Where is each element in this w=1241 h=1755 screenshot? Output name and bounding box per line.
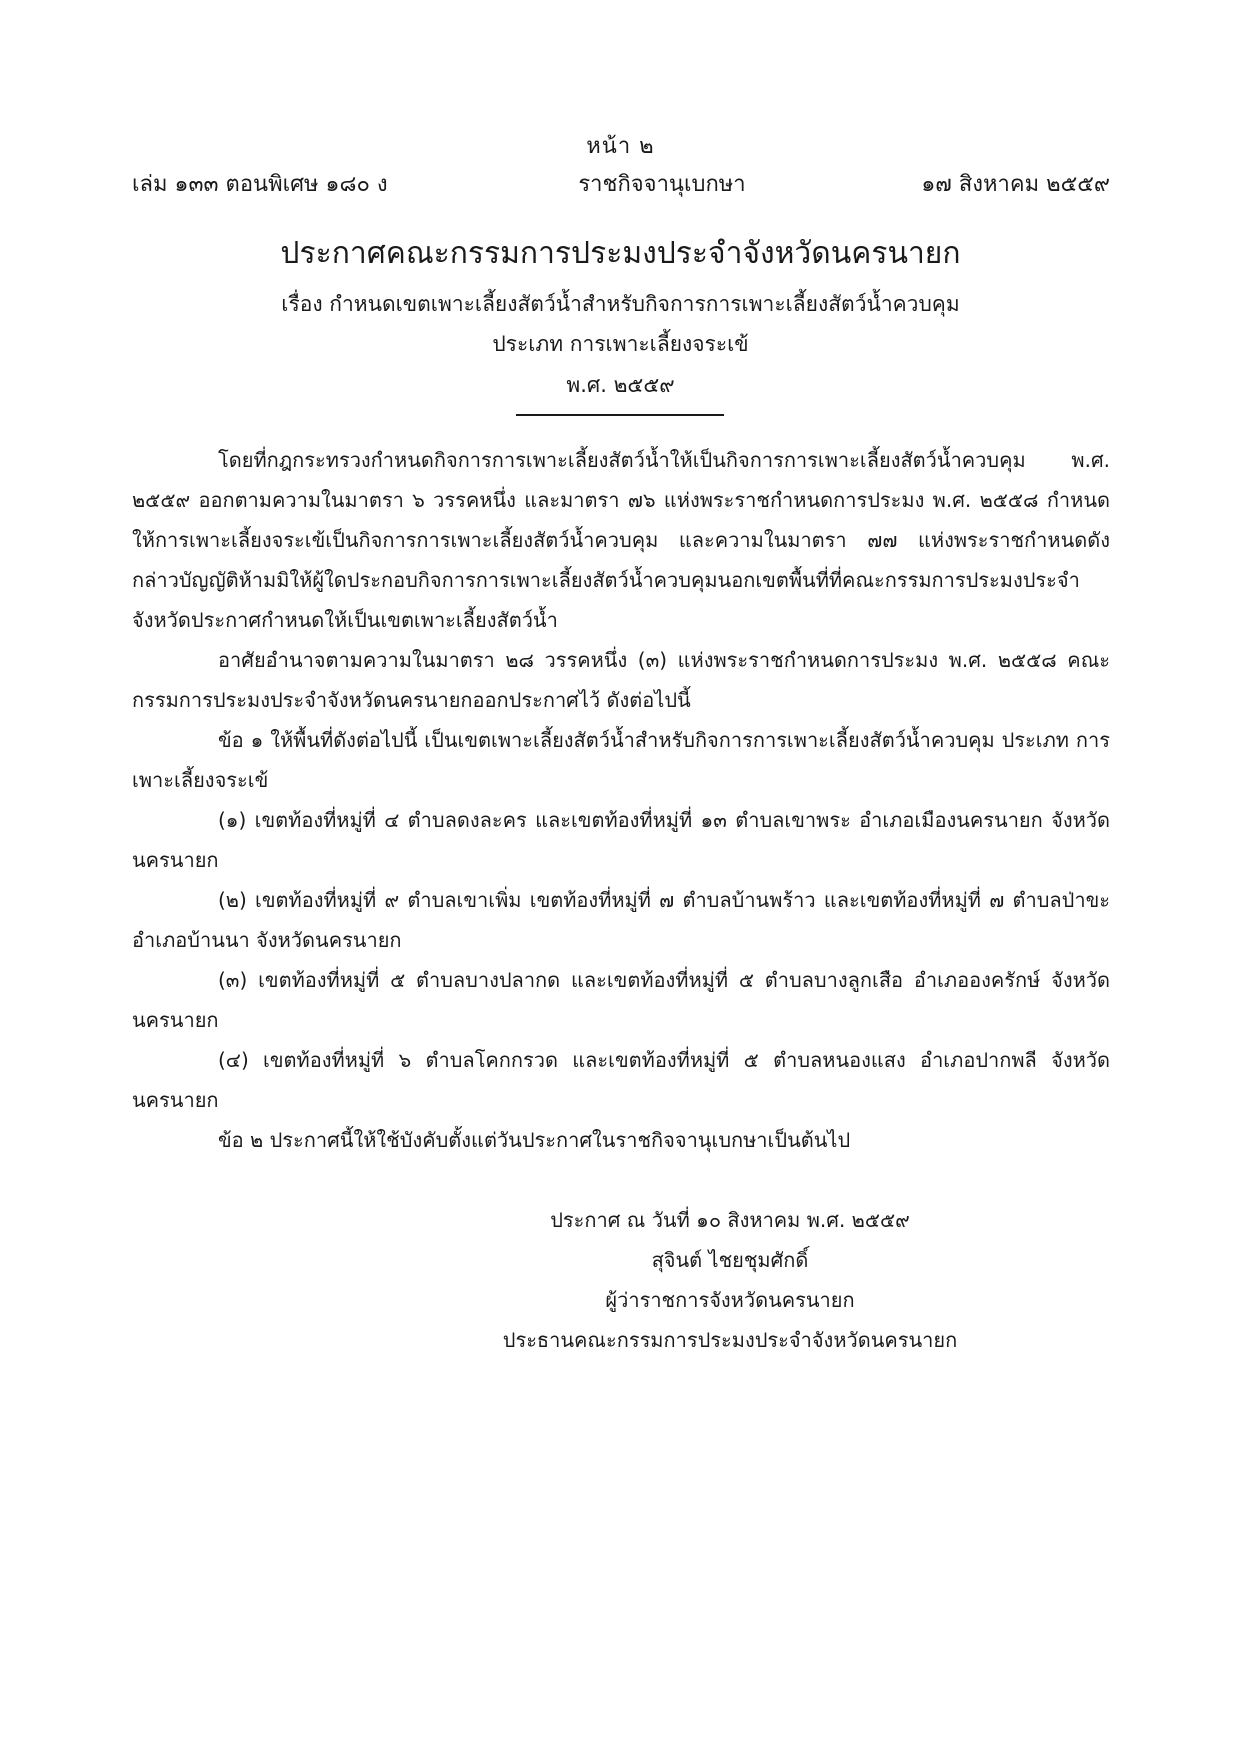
zone-item-3: (๓) เขตท้องที่หมู่ที่ ๕ ตำบลบางปลากด และเขตท้องที่หมู่ที่ ๕ ตำบลบางลูกเสือ อำเภอองครักษ์ จังหวัดนครนายก	[132, 968, 1110, 1032]
volume-info: เล่ม ๑๓๓ ตอนพิเศษ ๑๘๐ ง	[132, 172, 388, 197]
page-number: หน้า ๒	[586, 134, 655, 159]
publication-name: ราชกิจจานุเบกษา	[578, 172, 746, 197]
signatory-name: สุจินต์ ไชยชุมศักดิ์	[651, 1248, 809, 1272]
announcement-subject: เรื่อง กำหนดเขตเพาะเลี้ยงสัตว์น้ำสำหรับกิจการการเพาะเลี้ยงสัตว์น้ำควบคุม	[281, 292, 960, 316]
signatory-role: ประธานคณะกรรมการประมงประจำจังหวัดนครนายก	[502, 1328, 958, 1352]
announcement-title: ประกาศคณะกรรมการประมงประจำจังหวัดนครนายก	[280, 236, 961, 271]
zone-item-2: (๒) เขตท้องที่หมู่ที่ ๙ ตำบลเขาเพิ่ม เขตท้องที่หมู่ที่ ๗ ตำบลบ้านพร้าว และเขตท้องที่หมู่ที่ ๗ ตำบลป่าขะ อำเภอบ้านนา จังหวัดนครนายก	[132, 888, 1110, 952]
gazette-header	[132, 166, 1110, 198]
zone-item-1: (๑) เขตท้องที่หมู่ที่ ๔ ตำบลดงละคร และเขตท้องที่หมู่ที่ ๑๓ ตำบลเขาพระ อำเภอเมืองนครนายก จังหวัดนครนายก	[132, 808, 1110, 872]
announcement-date: ประกาศ ณ วันที่ ๑๐ สิงหาคม พ.ศ. ๒๕๕๙	[550, 1208, 910, 1232]
zone-item-4: (๔) เขตท้องที่หมู่ที่ ๖ ตำบลโคกกรวด และเขตท้องที่หมู่ที่ ๕ ตำบลหนองแสง อำเภอปากพลี จังหวัดนครนายก	[132, 1048, 1110, 1112]
clause-2: ข้อ ๒ ประกาศนี้ให้ใช้บังคับตั้งแต่วันประกาศในราชกิจจานุเบกษาเป็นต้นไป	[218, 1128, 851, 1152]
preamble-paragraph: โดยที่กฎกระทรวงกำหนดกิจการการเพาะเลี้ยงสัตว์น้ำให้เป็นกิจการการเพาะเลี้ยงสัตว์น้ำควบคุม พ.ศ. ๒๕๕๙ ออกตามความในมาตรา ๖ วรรคหนึ่ง และมาตรา ๗๖ แห่งพระราชกำหนดการประมง พ.ศ. ๒๕๕๘ กำหนดให้การเพาะเลี้ยงจระเข้เป็นกิจการการเพาะเลี้ยงสัตว์น้ำควบคุม และความในมาตรา ๗๗ แห่งพระราชกำหนดดังกล่าวบัญญัติห้ามมิให้ผู้ใดประกอบกิจการการเพาะเลี้ยงสัตว์น้ำควบคุมนอกเขตพื้นที่ที่คณะกรรมการประมงประจำจังหวัดประกาศกำหนดให้เป็นเขตเพาะเลี้ยงสัตว์น้ำ	[132, 448, 1110, 632]
announcement-category: ประเภท การเพาะเลี้ยงจระเข้	[492, 332, 749, 356]
announcement-year: พ.ศ. ๒๕๕๙	[566, 373, 675, 397]
publication-date: ๑๗ สิงหาคม ๒๕๕๙	[921, 172, 1110, 197]
clause-1: ข้อ ๑ ให้พื้นที่ดังต่อไปนี้ เป็นเขตเพาะเลี้ยงสัตว์น้ำสำหรับกิจการการเพาะเลี้ยงสัตว์น้ำควบคุม ประเภท การเพาะเลี้ยงจระเข้	[132, 728, 1110, 792]
announcement-body	[132, 440, 1110, 1160]
title-divider	[516, 414, 724, 416]
signature-block	[400, 1200, 1060, 1360]
authority-paragraph: อาศัยอำนาจตามความในมาตรา ๒๘ วรรคหนึ่ง (๓) แห่งพระราชกำหนดการประมง พ.ศ. ๒๕๕๘ คณะกรรมการประมงประจำจังหวัดนครนายกออกประกาศไว้ ดังต่อไปนี้	[132, 648, 1110, 712]
signatory-position: ผู้ว่าราชการจังหวัดนครนายก	[605, 1288, 855, 1312]
